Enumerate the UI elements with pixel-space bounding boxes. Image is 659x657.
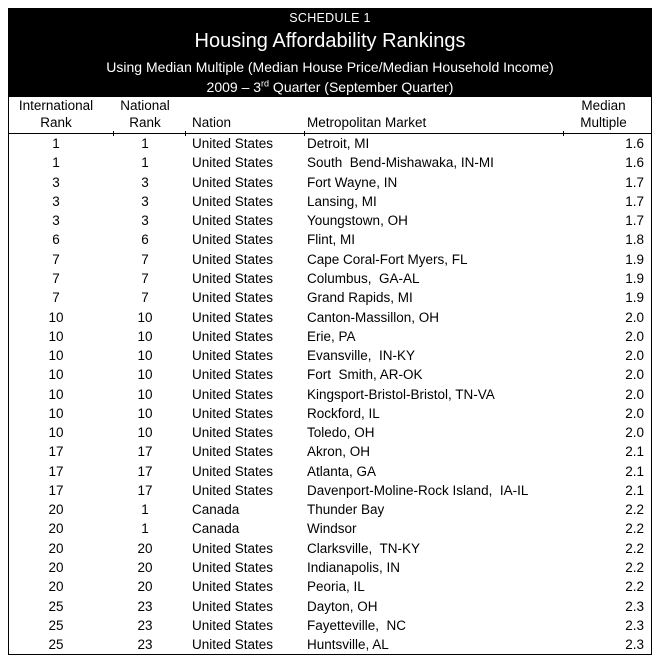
cell-international-rank: 1 bbox=[52, 155, 60, 171]
cell-nation: United States bbox=[192, 251, 274, 267]
table-row bbox=[9, 250, 651, 269]
cell-national-rank: 20 bbox=[137, 559, 153, 575]
schedule-label: SCHEDULE 1 bbox=[289, 11, 371, 25]
cell-nation: United States bbox=[192, 386, 274, 402]
table-row bbox=[9, 539, 651, 558]
cell-international-rank: 10 bbox=[48, 348, 64, 364]
cell-international-rank: 7 bbox=[52, 270, 60, 286]
cell-median-multiple: 2.0 bbox=[625, 425, 644, 441]
table-row bbox=[9, 442, 651, 461]
cell-median-multiple: 1.6 bbox=[625, 136, 644, 152]
cell-median-multiple: 2.1 bbox=[625, 444, 644, 460]
cell-metropolitan-market: South Bend-Mishawaka, IN-MI bbox=[307, 155, 494, 171]
cell-nation: United States bbox=[192, 425, 274, 441]
cell-metropolitan-market: Fort Wayne, IN bbox=[307, 174, 398, 190]
cell-nation: United States bbox=[192, 270, 274, 286]
cell-metropolitan-market: Toledo, OH bbox=[307, 425, 375, 441]
cell-national-rank: 10 bbox=[137, 328, 153, 344]
cell-nation: United States bbox=[192, 579, 274, 595]
cell-nation: United States bbox=[192, 405, 274, 421]
cell-median-multiple: 2.2 bbox=[625, 502, 644, 518]
cell-nation: United States bbox=[192, 598, 274, 614]
cell-nation: United States bbox=[192, 559, 274, 575]
column-divider-tick bbox=[113, 131, 114, 136]
cell-international-rank: 25 bbox=[48, 617, 64, 633]
period-ordinal-suffix: rd bbox=[261, 78, 270, 89]
cell-international-rank: 3 bbox=[52, 213, 60, 229]
cell-national-rank: 7 bbox=[141, 270, 149, 286]
cell-metropolitan-market: Fort Smith, AR-OK bbox=[307, 367, 423, 383]
cell-median-multiple: 2.2 bbox=[625, 521, 644, 537]
cell-median-multiple: 2.0 bbox=[625, 405, 644, 421]
cell-median-multiple: 2.0 bbox=[625, 367, 644, 383]
cell-national-rank: 23 bbox=[137, 598, 153, 614]
cell-international-rank: 6 bbox=[52, 232, 60, 248]
cell-national-rank: 10 bbox=[137, 425, 153, 441]
cell-metropolitan-market: Evansville, IN-KY bbox=[307, 348, 416, 364]
cell-international-rank: 17 bbox=[48, 482, 64, 498]
cell-international-rank: 25 bbox=[48, 637, 64, 653]
table-row bbox=[9, 500, 651, 519]
cell-median-multiple: 1.9 bbox=[625, 251, 644, 267]
header-median-multiple-line1: Median bbox=[581, 98, 626, 113]
cell-nation: United States bbox=[192, 309, 274, 325]
column-divider-tick bbox=[185, 131, 186, 136]
cell-international-rank: 20 bbox=[48, 521, 64, 537]
cell-nation: United States bbox=[192, 174, 274, 190]
cell-metropolitan-market: Lansing, MI bbox=[307, 193, 377, 209]
cell-median-multiple: 1.7 bbox=[625, 213, 644, 229]
cell-metropolitan-market: Indianapolis, IN bbox=[307, 559, 401, 575]
cell-national-rank: 10 bbox=[137, 405, 153, 421]
cell-median-multiple: 2.0 bbox=[625, 309, 644, 325]
cell-metropolitan-market: Clarksville, TN-KY bbox=[307, 540, 421, 556]
period-line bbox=[8, 77, 652, 97]
rankings-table bbox=[8, 97, 652, 655]
header-international-rank bbox=[9, 97, 113, 133]
cell-international-rank: 17 bbox=[48, 444, 64, 460]
table-row bbox=[9, 211, 651, 230]
table-body bbox=[9, 134, 651, 654]
header-national-rank-line1: National bbox=[120, 98, 170, 113]
cell-nation: United States bbox=[192, 213, 274, 229]
cell-international-rank: 17 bbox=[48, 463, 64, 479]
cell-national-rank: 1 bbox=[141, 502, 149, 518]
header-nation bbox=[185, 97, 304, 133]
cell-international-rank: 10 bbox=[48, 309, 64, 325]
table-row bbox=[9, 404, 651, 423]
cell-international-rank: 10 bbox=[48, 367, 64, 383]
cell-international-rank: 20 bbox=[48, 502, 64, 518]
cell-national-rank: 17 bbox=[137, 482, 153, 498]
table-row bbox=[9, 192, 651, 211]
header-metropolitan-market bbox=[304, 97, 563, 133]
cell-metropolitan-market: Peoria, IL bbox=[307, 579, 365, 595]
cell-nation: United States bbox=[192, 367, 274, 383]
cell-national-rank: 1 bbox=[141, 155, 149, 171]
cell-metropolitan-market: Columbus, GA-AL bbox=[307, 270, 420, 286]
cell-metropolitan-market: Windsor bbox=[307, 521, 357, 537]
cell-national-rank: 17 bbox=[137, 463, 153, 479]
cell-nation: United States bbox=[192, 348, 274, 364]
column-divider-tick bbox=[563, 131, 564, 136]
table-row bbox=[9, 134, 651, 153]
cell-national-rank: 7 bbox=[141, 290, 149, 306]
cell-median-multiple: 2.1 bbox=[625, 463, 644, 479]
cell-national-rank: 1 bbox=[141, 521, 149, 537]
cell-international-rank: 20 bbox=[48, 579, 64, 595]
cell-median-multiple: 1.6 bbox=[625, 155, 644, 171]
header-median-multiple bbox=[563, 97, 651, 133]
cell-median-multiple: 2.2 bbox=[625, 579, 644, 595]
cell-metropolitan-market: Fayetteville, NC bbox=[307, 617, 407, 633]
cell-median-multiple: 1.7 bbox=[625, 193, 644, 209]
cell-metropolitan-market: Akron, OH bbox=[307, 444, 371, 460]
cell-metropolitan-market: Grand Rapids, MI bbox=[307, 290, 413, 306]
cell-metropolitan-market: Detroit, MI bbox=[307, 136, 370, 152]
cell-nation: United States bbox=[192, 155, 274, 171]
period-text-after: Quarter (September Quarter) bbox=[269, 79, 454, 95]
table-row bbox=[9, 230, 651, 249]
cell-nation: United States bbox=[192, 193, 274, 209]
cell-international-rank: 10 bbox=[48, 425, 64, 441]
table-row bbox=[9, 307, 651, 326]
cell-national-rank: 3 bbox=[141, 174, 149, 190]
table-header-row bbox=[9, 97, 651, 134]
cell-median-multiple: 2.3 bbox=[625, 617, 644, 633]
cell-international-rank: 3 bbox=[52, 174, 60, 190]
cell-median-multiple: 2.3 bbox=[625, 637, 644, 653]
cell-international-rank: 10 bbox=[48, 328, 64, 344]
table-row bbox=[9, 635, 651, 654]
cell-nation: United States bbox=[192, 463, 274, 479]
cell-metropolitan-market: Youngstown, OH bbox=[307, 213, 408, 229]
header-international-rank-line2: Rank bbox=[40, 114, 72, 130]
cell-national-rank: 10 bbox=[137, 367, 153, 383]
cell-metropolitan-market: Atlanta, GA bbox=[307, 463, 377, 479]
cell-metropolitan-market: Erie, PA bbox=[307, 328, 356, 344]
cell-metropolitan-market: Canton-Massillon, OH bbox=[307, 309, 440, 325]
cell-national-rank: 10 bbox=[137, 309, 153, 325]
table-row bbox=[9, 423, 651, 442]
cell-nation: Canada bbox=[192, 502, 240, 518]
cell-international-rank: 10 bbox=[48, 386, 64, 402]
header-median-multiple-line2: Multiple bbox=[580, 114, 627, 130]
page-title: Housing Affordability Rankings bbox=[194, 30, 466, 52]
cell-international-rank: 20 bbox=[48, 559, 64, 575]
period-text-before: 2009 – 3 bbox=[206, 79, 262, 95]
cell-median-multiple: 2.2 bbox=[625, 559, 644, 575]
cell-median-multiple: 1.7 bbox=[625, 174, 644, 190]
cell-metropolitan-market: Cape Coral-Fort Myers, FL bbox=[307, 251, 468, 267]
cell-median-multiple: 1.8 bbox=[625, 232, 644, 248]
table-row bbox=[9, 173, 651, 192]
cell-metropolitan-market: Kingsport-Bristol-Bristol, TN-VA bbox=[307, 386, 495, 402]
table-row bbox=[9, 153, 651, 172]
cell-metropolitan-market: Huntsville, AL bbox=[307, 637, 389, 653]
table-row bbox=[9, 288, 651, 307]
table-row bbox=[9, 577, 651, 596]
cell-national-rank: 6 bbox=[141, 232, 149, 248]
cell-national-rank: 10 bbox=[137, 386, 153, 402]
cell-metropolitan-market: Flint, MI bbox=[307, 232, 356, 248]
cell-national-rank: 10 bbox=[137, 348, 153, 364]
cell-national-rank: 23 bbox=[137, 637, 153, 653]
cell-median-multiple: 2.0 bbox=[625, 348, 644, 364]
cell-international-rank: 10 bbox=[48, 405, 64, 421]
cell-median-multiple: 2.3 bbox=[625, 598, 644, 614]
cell-international-rank: 7 bbox=[52, 251, 60, 267]
cell-international-rank: 1 bbox=[52, 136, 60, 152]
cell-nation: United States bbox=[192, 136, 274, 152]
cell-national-rank: 1 bbox=[141, 136, 149, 152]
table-row bbox=[9, 365, 651, 384]
cell-nation: Canada bbox=[192, 521, 240, 537]
cell-international-rank: 20 bbox=[48, 540, 64, 556]
cell-metropolitan-market: Rockford, IL bbox=[307, 405, 380, 421]
cell-international-rank: 7 bbox=[52, 290, 60, 306]
cell-nation: United States bbox=[192, 444, 274, 460]
table-row bbox=[9, 616, 651, 635]
cell-nation: United States bbox=[192, 232, 274, 248]
cell-national-rank: 17 bbox=[137, 444, 153, 460]
table-row bbox=[9, 384, 651, 403]
cell-international-rank: 25 bbox=[48, 598, 64, 614]
title-band bbox=[8, 8, 652, 97]
table-row bbox=[9, 462, 651, 481]
table-row bbox=[9, 558, 651, 577]
cell-international-rank: 3 bbox=[52, 193, 60, 209]
header-nation-label: Nation bbox=[192, 114, 232, 130]
table-row bbox=[9, 269, 651, 288]
header-national-rank bbox=[113, 97, 185, 133]
cell-median-multiple: 1.9 bbox=[625, 270, 644, 286]
cell-metropolitan-market: Thunder Bay bbox=[307, 502, 385, 518]
cell-nation: United States bbox=[192, 540, 274, 556]
table-row bbox=[9, 481, 651, 500]
cell-median-multiple: 2.2 bbox=[625, 540, 644, 556]
cell-nation: United States bbox=[192, 482, 274, 498]
cell-national-rank: 20 bbox=[137, 579, 153, 595]
cell-median-multiple: 1.9 bbox=[625, 290, 644, 306]
cell-national-rank: 3 bbox=[141, 193, 149, 209]
cell-nation: United States bbox=[192, 637, 274, 653]
table-row bbox=[9, 596, 651, 615]
cell-median-multiple: 2.0 bbox=[625, 386, 644, 402]
cell-metropolitan-market: Davenport-Moline-Rock Island, IA-IL bbox=[307, 482, 529, 498]
cell-median-multiple: 2.0 bbox=[625, 328, 644, 344]
header-international-rank-line1: International bbox=[18, 98, 94, 113]
cell-national-rank: 20 bbox=[137, 540, 153, 556]
cell-metropolitan-market: Dayton, OH bbox=[307, 598, 378, 614]
table-row bbox=[9, 519, 651, 538]
cell-national-rank: 7 bbox=[141, 251, 149, 267]
cell-national-rank: 23 bbox=[137, 617, 153, 633]
table-row bbox=[9, 346, 651, 365]
subtitle: Using Median Multiple (Median House Price/Median Household Income) bbox=[106, 59, 554, 75]
cell-median-multiple: 2.1 bbox=[625, 482, 644, 498]
column-divider-tick bbox=[304, 131, 305, 136]
cell-national-rank: 3 bbox=[141, 213, 149, 229]
cell-nation: United States bbox=[192, 290, 274, 306]
cell-nation: United States bbox=[192, 328, 274, 344]
header-national-rank-line2: Rank bbox=[129, 114, 161, 130]
cell-nation: United States bbox=[192, 617, 274, 633]
table-row bbox=[9, 327, 651, 346]
header-metropolitan-market-label: Metropolitan Market bbox=[307, 114, 427, 130]
